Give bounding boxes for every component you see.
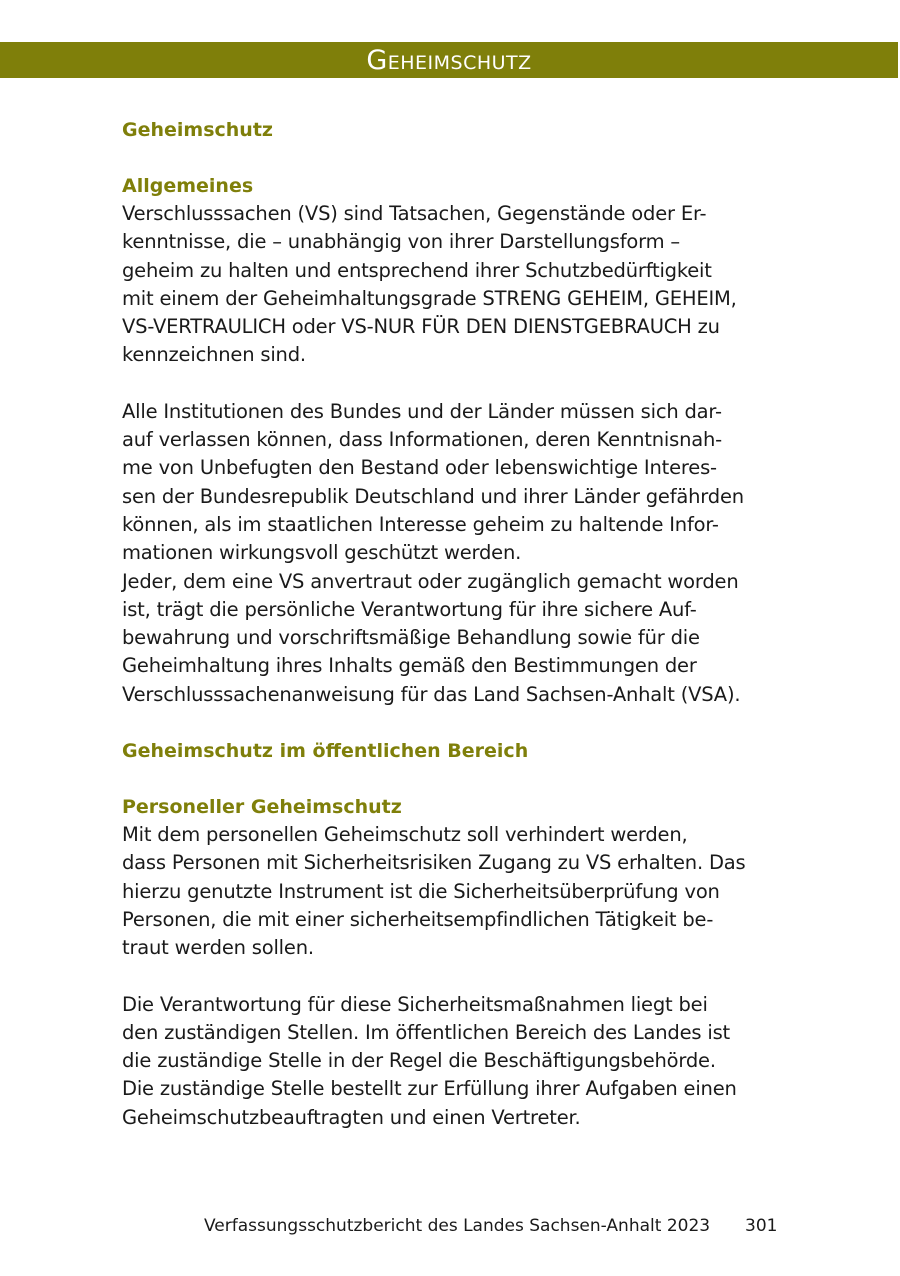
text-line: Geheimhaltung ihres Inhalts gemäß den Bestimmungen der [122,654,697,678]
section-heading-oeffentlicher-bereich: Geheimschutz im öffentlichen Bereich [122,740,529,763]
text-line: me von Unbefugten den Bestand oder lebenswichtige Interes- [122,456,717,480]
text-line: VS-VERTRAULICH oder VS-NUR FÜR DEN DIENSTGEBRAUCH zu [122,315,720,339]
text-line: den zuständigen Stellen. Im öffentlichen Bereich des Landes ist [122,1020,730,1044]
text-line: Die Verantwortung für diese Sicherheitsmaßnahmen liegt bei [122,992,708,1016]
text-line: Personen, die mit einer sicherheitsempfindlichen Tätigkeit be- [122,907,714,931]
paragraph-vs-definition [122,200,782,370]
spacer [122,709,782,737]
text-line: sen der Bundesrepublik Deutschland und ihrer Länder gefährden [122,484,744,508]
text-line: kenntnisse, die – unabhängig von ihrer Darstellungsform – [122,230,680,254]
spacer [122,765,782,793]
paragraph-verantwortung [122,991,782,1132]
chapter-title: Geheimschutz [366,45,532,76]
paragraph-institutionen [122,398,782,709]
footer-publication-title: Verfassungsschutzbericht des Landes Sachsen-Anhalt 2023 [204,1216,711,1236]
spacer [122,144,782,172]
text-line: Geheimschutzbeauftragten und einen Vertreter. [122,1105,581,1129]
text-line: ist, trägt die persönliche Verantwortung für ihre sichere Auf- [122,597,697,621]
text-line: mit einem der Geheimhaltungsgrade STRENG GEHEIM, GEHEIM, [122,286,737,310]
text-line: dass Personen mit Sicherheitsrisiken Zugang zu VS erhalten. Das [122,851,746,875]
text-line: geheim zu halten und entsprechend ihrer Schutzbedürftigkeit [122,258,712,282]
spacer [122,370,782,398]
section-heading-geheimschutz: Geheimschutz [122,119,273,141]
text-line: Mit dem personellen Geheimschutz soll verhindert werden, [122,823,688,847]
text-line: Alle Institutionen des Bundes und der Länder müssen sich dar- [122,399,722,423]
text-line: bewahrung und vorschriftsmäßige Behandlung sowie für die [122,626,700,650]
main-content [122,116,782,1132]
text-line: Verschlusssachen (VS) sind Tatsachen, Gegenstände oder Er- [122,202,707,225]
text-line: die zuständige Stelle in der Regel die Beschäftigungsbehörde. [122,1049,716,1073]
subheading-personeller-geheimschutz: Personeller Geheimschutz [122,796,402,819]
page-number: 301 [745,1216,778,1236]
chapter-header-band [0,42,898,78]
text-line: auf verlassen können, dass Informationen, deren Kenntnisnah- [122,428,722,452]
text-line: Verschlusssachenanweisung für das Land Sachsen-Anhalt (VSA). [122,682,741,706]
text-line: kennzeichnen sind. [122,343,306,367]
text-line: Die zuständige Stelle bestellt zur Erfüllung ihrer Aufgaben einen [122,1077,737,1101]
text-line: hierzu genutzte Instrument ist die Sicherheitsüberprüfung von [122,879,720,903]
text-line: traut werden sollen. [122,936,314,960]
paragraph-personeller-geheimschutz [122,821,782,962]
text-line: mationen wirkungsvoll geschützt werden. [122,541,522,565]
text-line: Jeder, dem eine VS anvertraut oder zugänglich gemacht worden [122,569,739,593]
subheading-allgemeines: Allgemeines [122,175,254,197]
spacer [122,963,782,991]
text-line: können, als im staatlichen Interesse geheim zu haltende Infor- [122,512,719,536]
